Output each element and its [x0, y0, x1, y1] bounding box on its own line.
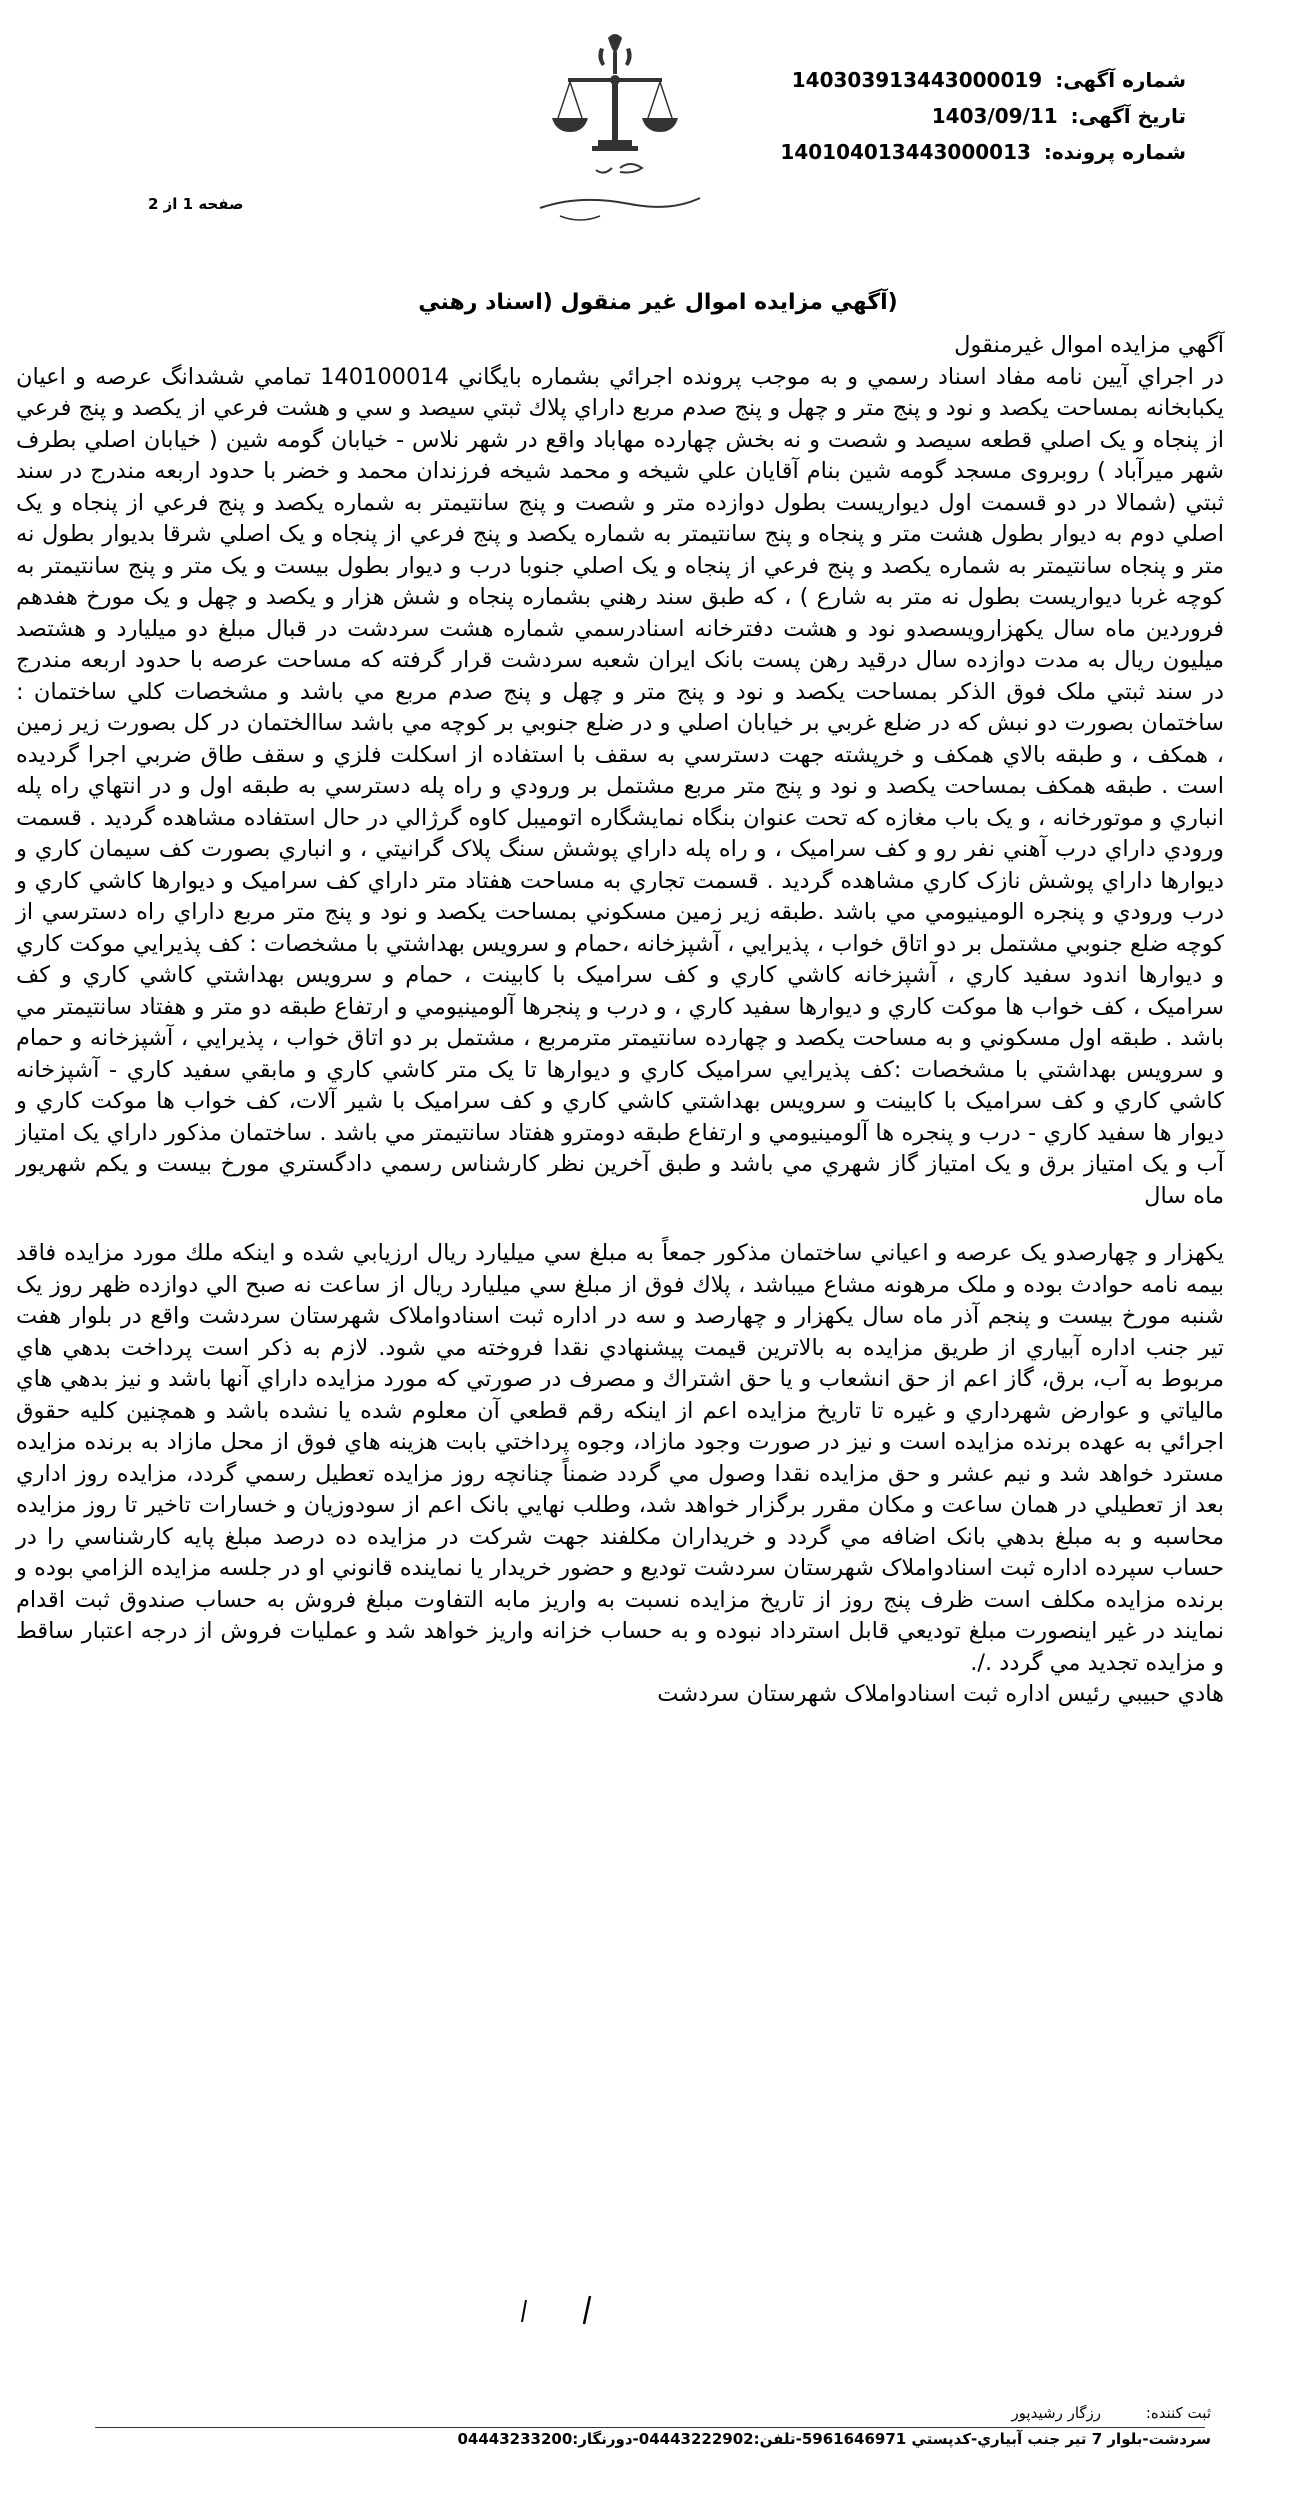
case-number-label: شماره پرونده:: [1043, 140, 1186, 164]
scales-icon: [500, 30, 730, 230]
body-heading: آگهي مزايده اموال غيرمنقول: [954, 332, 1224, 358]
ad-meta-block: [780, 62, 1186, 170]
footer-address: سردشت-بلوار 7 تير جنب آبياري-کدپستي 5961646971-تلفن:04443222902-دورنگار:04443233200: [457, 2430, 1211, 2448]
body-paragraph-2: يکهزار و چهارصدو يک عرصه و اعياني ساختمان مذکور جمعاً به مبلغ سي ميليارد ريال ارزيابي شده و اينکه ملك مورد مزايده فاقد بيمه نامه حوادث بوده و ملک مرهونه مشاع ميباشد ، پلاك فوق از مبلغ سي ميليارد ريال از ساعت نه صبح الي دوازده ظهر روز يک شنبه مورخ بيست و پنجم آذر ماه سال يکهزار و چهارصد و سه در اداره ثبت اسنادواملاک شهرستان سردشت واقع در بلوار هفت تير جنب اداره آبياري از طريق مزايده به بالاترين قيمت پيشنهادي نقدا فروخته مي شود. لازم به ذكر است پرداخت بدهي هاي مربوط به آب، برق، گاز اعم از حق انشعاب و يا حق اشتراك و مصرف در صورتي كه مورد مزايده داراي آنها باشد و نيز بدهي هاي مالياتي و عوارض شهرداري و غيره تا تاريخ مزايده اعم از اينكه رقم قطعي آن معلوم شده يا نشده باشد و همچنين كليه حقوق اجرائي به عهده برنده مزايده است و نيز در صورت وجود مازاد، وجوه پرداختي بابت هزينه هاي فوق از محل مازاد به برنده مزايده مسترد خواهد شد و نيم عشر و حق مزايده نقدا وصول مي گردد ضمناً چنانچه روز مزايده تعطيل رسمي گردد، مزايده روز اداري بعد از تعطيلي در همان ساعت و مكان مقرر برگزار خواهد شد، وطلب نهايي بانک اعم از سودوزيان و خسارات تاخير تا روز مزايده محاسبه و به مبلغ بدهي بانک اضافه مي گردد و خريداران مکلفند جهت شرکت در مزايده ده درصد مبلغ پايه كارشناسي را در حساب سپرده اداره ثبت اسنادواملاک شهرستان سردشت توديع و حضور خريدار يا نماينده قانوني او در جلسه مزايده الزامي بوده و برنده مزايده مکلف است ظرف پنج روز از تاريخ مزايده نسبت به واريز مابه التفاوت مبلغ فروش به حساب صندوق ثبت اقدام نمايند در غير اينصورت مبلغ توديعي قابل استرداد نبوده و به حساب خزانه واريز خواهد شد و عمليات فروش از درجه اعتبار ساقط و مزايده تجديد مي گردد ./.: [16, 1240, 1224, 1676]
ad-number-value: 140303913443000019: [791, 68, 1043, 92]
judiciary-emblem-logo: [500, 30, 730, 230]
body-paragraph-1: در اجراي آيين نامه مفاد اسناد رسمي و به موجب پرونده اجرائي بشماره بايگاني 140100014 تمامي ششدانگ عرصه و اعيان يکبابخانه بمساحت يکصد و نود و پنج متر و چهل و پنج صدم مربع داراي پلاك ثبتي سيصد و سي و هشت فرعي از يکصد و پنج فرعي از پنجاه و يک اصلي قطعه سيصد و شصت و نه بخش چهارده مهاباد واقع در شهر نلاس - خيابان گومه شين ( خيابان اصلي بطرف شهر ميرآباد ) روبروی مسجد گومه شين بنام آقايان علي شيخه و محمد شيخه فرزندان محمد و خضر با حدود اربعه مندرج در سند ثبتي (شمالا در دو قسمت اول ديواريست بطول دوازده متر و شصت و پنج سانتيمتر به شماره يکصد و پنج فرعي از پنجاه و يک اصلي دوم به ديوار بطول هشت متر و پنجاه و پنج سانتيمتر به شماره يکصد و پنج فرعي از پنجاه و يک اصلي شرقا بديوار بطول نه متر و پنجاه سانتيمتر به شماره يکصد و پنج فرعي از پنجاه و يک اصلي جنوبا درب و ديوار بطول بيست و يک متر و پنج سانتيمتر به کوچه غربا ديواريست بطول نه متر به شارع ) ، که طبق سند رهني بشماره پنجاه و شش هزار و يکصد و چهل و يک مورخ هفدهم فروردين ماه سال يکهزارويسصدو نود و هشت دفترخانه اسنادرسمي شماره هشت سردشت در قبال مبلغ دو ميليارد و هشتصد ميليون ريال به مدت دوازده سال درقيد رهن پست بانک ايران شعبه سردشت قرار گرفته که مساحت عرصه با حدود اربعه مندرج در سند ثبتي ملک فوق الذكر بمساحت يکصد و نود و پنج متر و چهل و پنج صدم مربع مي باشد و مشخصات کلي ساختمان : ساختمان بصورت دو نبش که در ضلع غربي بر خيابان اصلي و در ضلع جنوبي بر کوچه مي باشد ساالختمان در کل بصورت زير زمين ، همکف ، و طبقه بالاي همکف و خرپشته جهت دسترسي به سقف با استفاده از اسکلت فلزي و سقف طاق ضربي اجرا گرديده است . طبقه همکف بمساحت يکصد و نود و پنج متر مربع مشتمل بر ورودي و راه پله دسترسي به طبقه اول و در انتهاي راه پله انباري و موتورخانه ، و يک باب مغازه که تحت عنوان بنگاه نمايشگاره اتوميبل کاوه گرژالي در حال استفاده مشاهده گرديد . قسمت ورودي داراي درب آهني نفر رو و کف سراميک ، و راه پله داراي پوشش سنگ پلاک گرانيتي ، و انباري بصورت کف سيمان کاري و ديوارها داراي پوشش نازک کاري مشاهده گرديد . قسمت تجاري به مساحت هفتاد متر داراي کف سراميک و ديوارها کاشي کاري و درب ورودي و پنجره الومينيومي مي باشد .طبقه زير زمين مسکوني بمساحت يکصد و نود و پنج متر مربع داراي راه دسترسي از کوچه ضلع جنوبي مشتمل بر دو اتاق خواب ، پذيرايي ، آشپزخانه ،حمام و سرويس بهداشتي با مشخصات : کف پذيرايي موکت کاري و ديوارها اندود سفيد کاري ، آشپزخانه کاشي کاري و کف سراميک با کابينت ، حمام و سرويس بهداشتي کاشي کاري و کف سراميک ، کف خواب ها موکت کاري و ديوارها سفيد کاري ، و درب و پنجرها آلومينيومي و ارتفاع طبقه دو متر و هفتاد سانتيمتر مي باشد . طبقه اول مسکوني و به مساحت يکصد و چهارده سانتيمتر مترمربع ، مشتمل بر دو اتاق خواب ، پذيرايي ، آشپزخانه و حمام و سرويس بهداشتي با مشخصات :کف پذيرايي سراميک کاري و ديوارها تا يک متر کاشي کاري و مابقي سفيد کاري - آشپزخانه کاشي کاري و کف سراميک با کابينت و سرويس بهداشتي کاشي کاري و کف سراميک با شير آلات، کف خواب ها موکت کاري و ديوار ها سفيد کاري - درب و پنجره ها آلومينيومي و ارتفاع طبقه دومترو هفتاد سانتيمتر مي باشد . ساختمان مذکور داراي يک امتياز آب و يک امتياز برق و يک امتياز گاز شهري مي باشد و طبق آخرين نظر کارشناس رسمي دادگستري مورخ بيست و يکم شهريور ماه سال: [16, 363, 1225, 1209]
handwritten-marks: [500, 2290, 620, 2330]
document-body: [16, 330, 1224, 1711]
signature-line: هادي حبيبي رئيس اداره ثبت اسنادواملاک شهرستان سردشت: [657, 1681, 1224, 1707]
ad-date-row: [780, 98, 1186, 134]
ad-date-label: تاریخ آگهی:: [1070, 104, 1186, 128]
case-number-row: [780, 134, 1186, 170]
ad-number-label: شماره آگهی:: [1055, 68, 1186, 92]
registrar-label: ثبت کننده:: [1145, 2404, 1211, 2422]
ad-date-value: 1403/09/11: [931, 104, 1058, 128]
registrar-line: [1011, 2404, 1211, 2422]
registrar-name: رزگار رشيدپور: [1011, 2404, 1102, 2422]
footer-divider: [95, 2427, 1205, 2428]
ad-number-row: [780, 62, 1186, 98]
case-number-value: 140104013443000013: [780, 140, 1031, 164]
page-indicator: صفحه 1 از 2: [148, 195, 244, 213]
document-title: (آگهي مزايده اموال غير منقول (اسناد رهني: [418, 290, 898, 315]
